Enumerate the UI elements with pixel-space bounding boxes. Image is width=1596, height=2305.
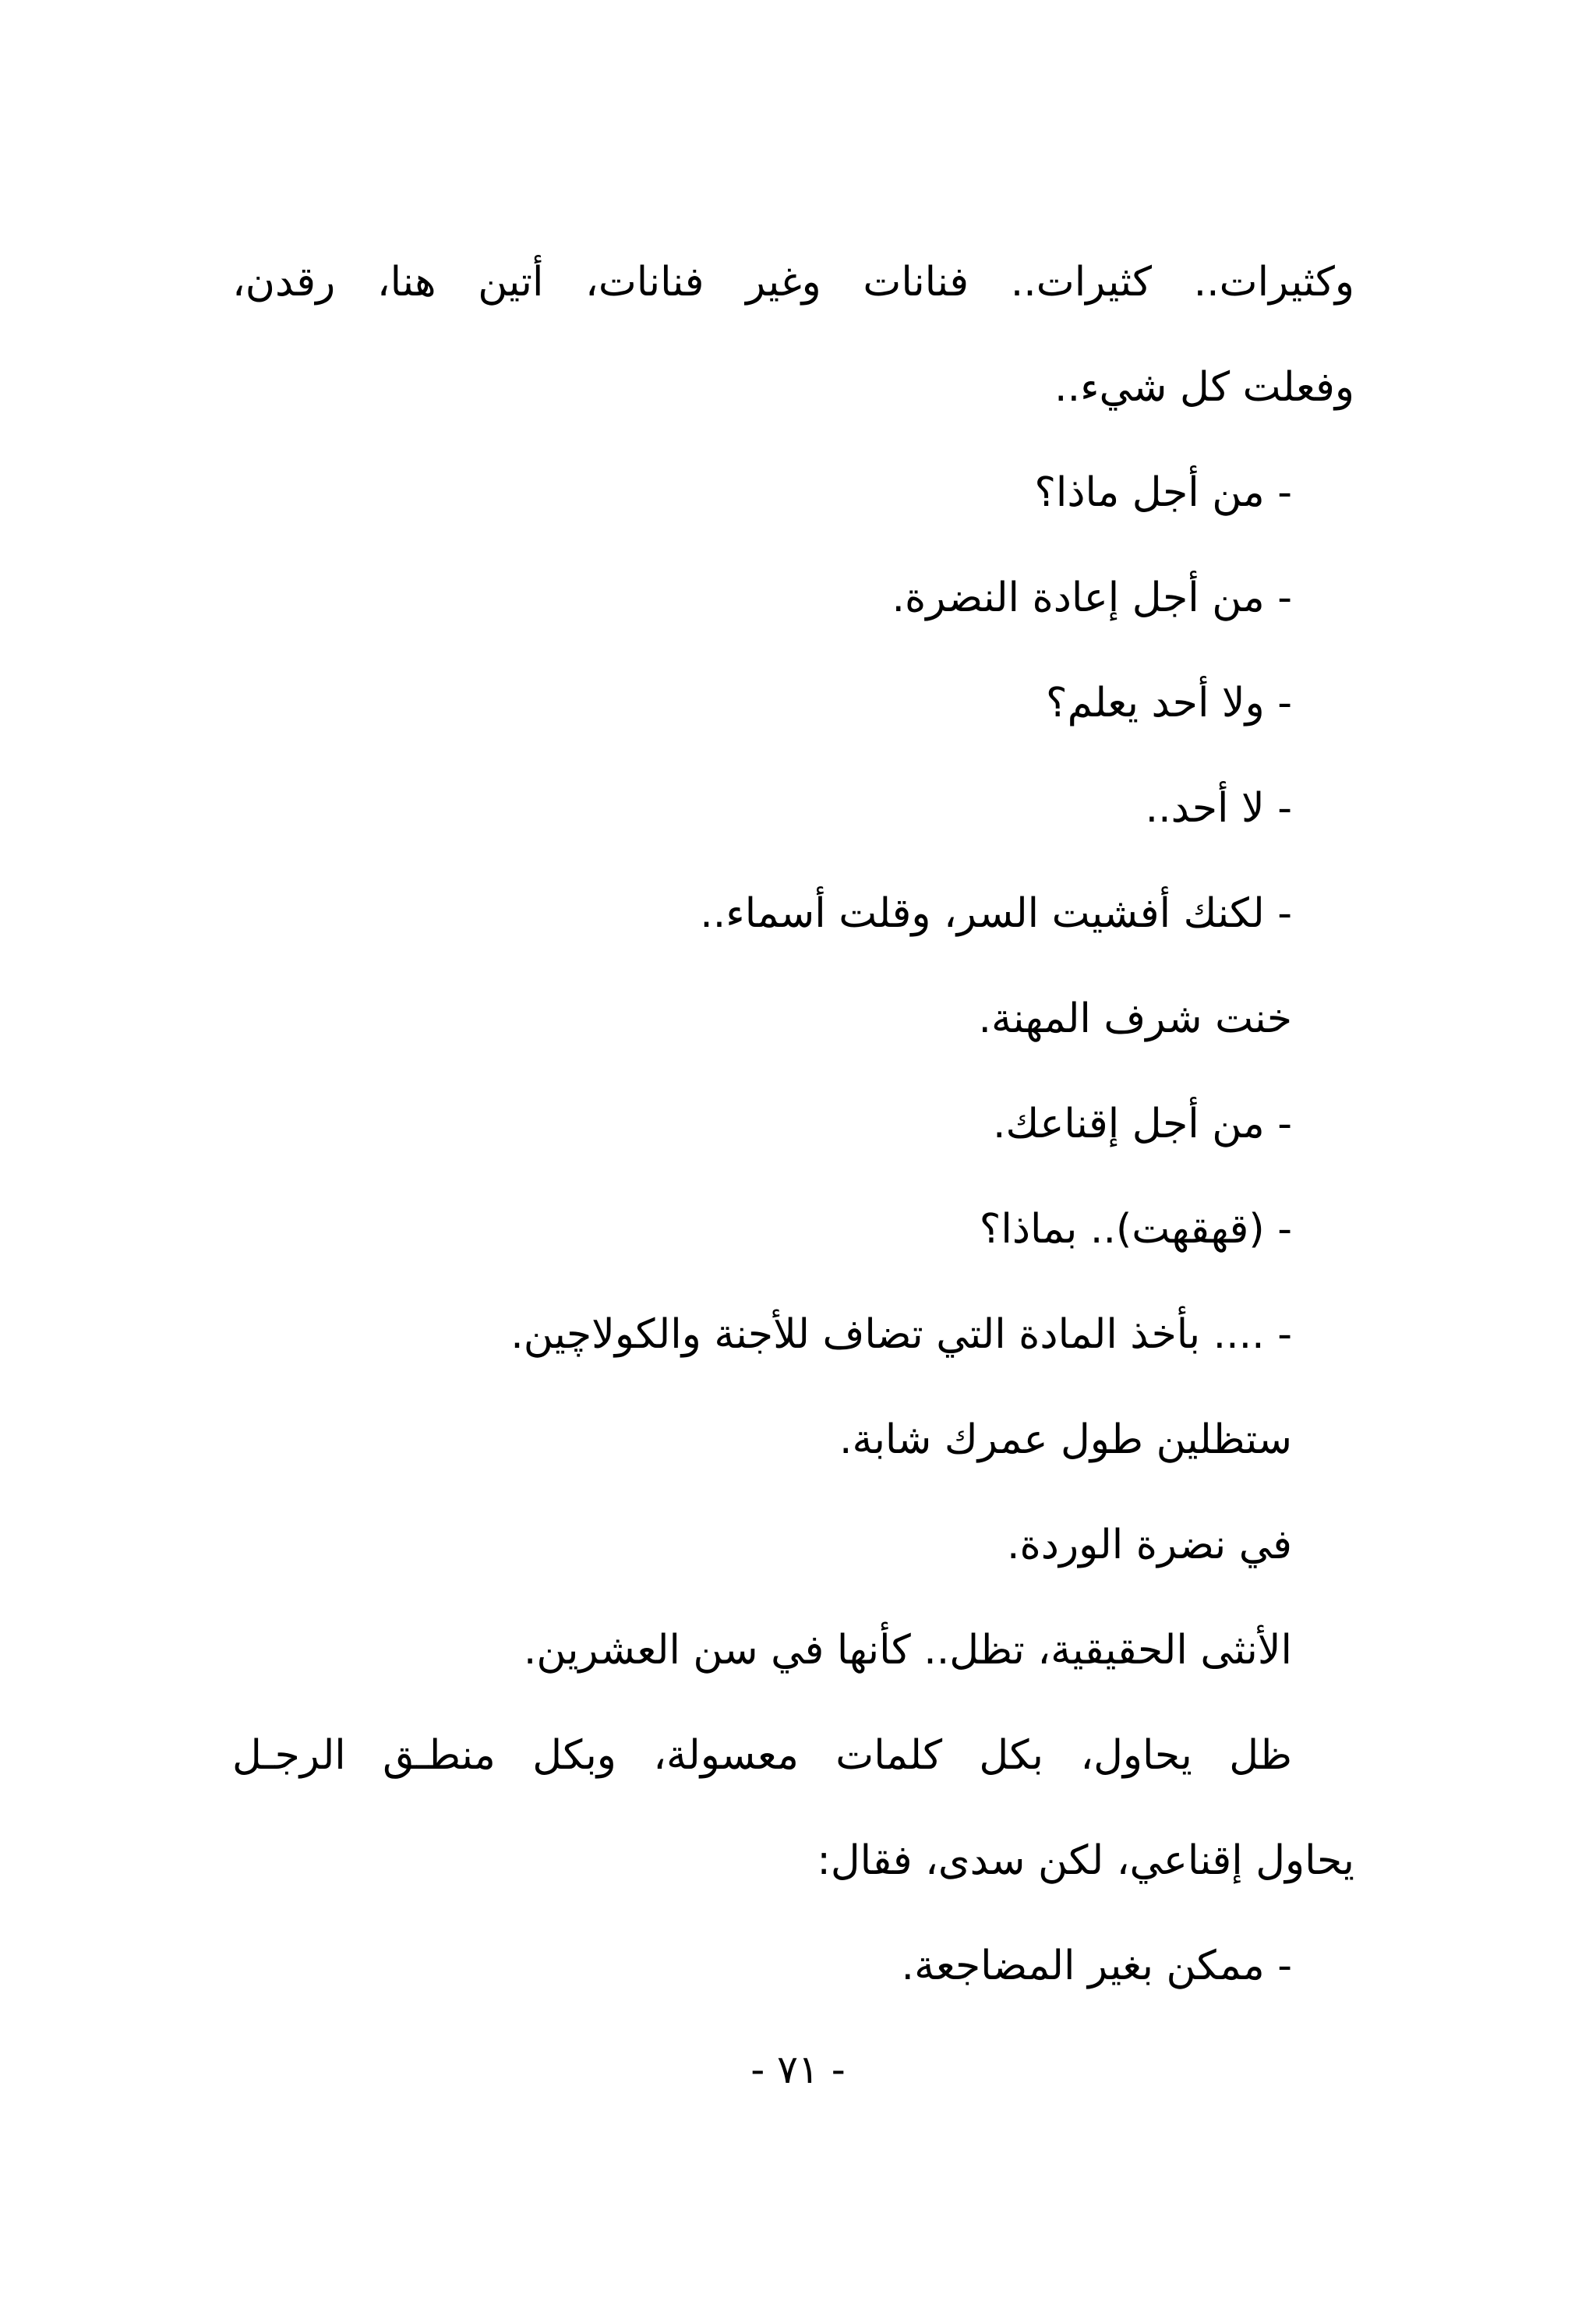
text-line-12: ستظلين طول عمرك شابة.: [839, 1416, 1292, 1463]
text-line-8: خنت شرف المهنة.: [978, 995, 1292, 1042]
text-line-13: في نضرة الوردة.: [1007, 1522, 1292, 1568]
dialogue-line-11: - .... بأخذ المادة التي تضاف للأجنة والكولاچين.: [510, 1311, 1292, 1358]
dialogue-line-5: - ولا أحد يعلم؟: [1046, 680, 1292, 726]
page-number: - ٧١ -: [750, 2047, 846, 2092]
dialogue-line-7: - لكنك أفشيت السر، وقلت أسماء..: [700, 890, 1292, 937]
dialogue-line-4: - من أجل إعادة النضرة.: [892, 574, 1292, 621]
text-line-14: الأنثى الحقيقية، تظل.. كأنها في سن العشرين.: [523, 1627, 1292, 1674]
text-line-2: وفعلت كل شيء..: [1054, 364, 1354, 411]
dialogue-line-9: - من أجل إقناعك.: [993, 1101, 1292, 1147]
dialogue-line-3: - من أجل ماذا؟: [1034, 469, 1292, 516]
dialogue-line-17: - ممكن بغير المضاجعة.: [901, 1943, 1292, 1989]
dialogue-line-6: - لا أحد..: [1145, 785, 1292, 832]
text-line-16: يحاول إقناعي، لكن سدى، فقال:: [817, 1837, 1354, 1884]
dialogue-line-10: - (قهقهت).. بماذا؟: [979, 1206, 1292, 1253]
text-line-15: ظل يحاول، بكل كلمات معسولة، وبكل منطـق الرجـل: [232, 1732, 1292, 1779]
text-line-1: وكثيرات.. كثيرات.. فنانات وغير فنانات، أتين هنا، رقدن،: [232, 259, 1354, 306]
